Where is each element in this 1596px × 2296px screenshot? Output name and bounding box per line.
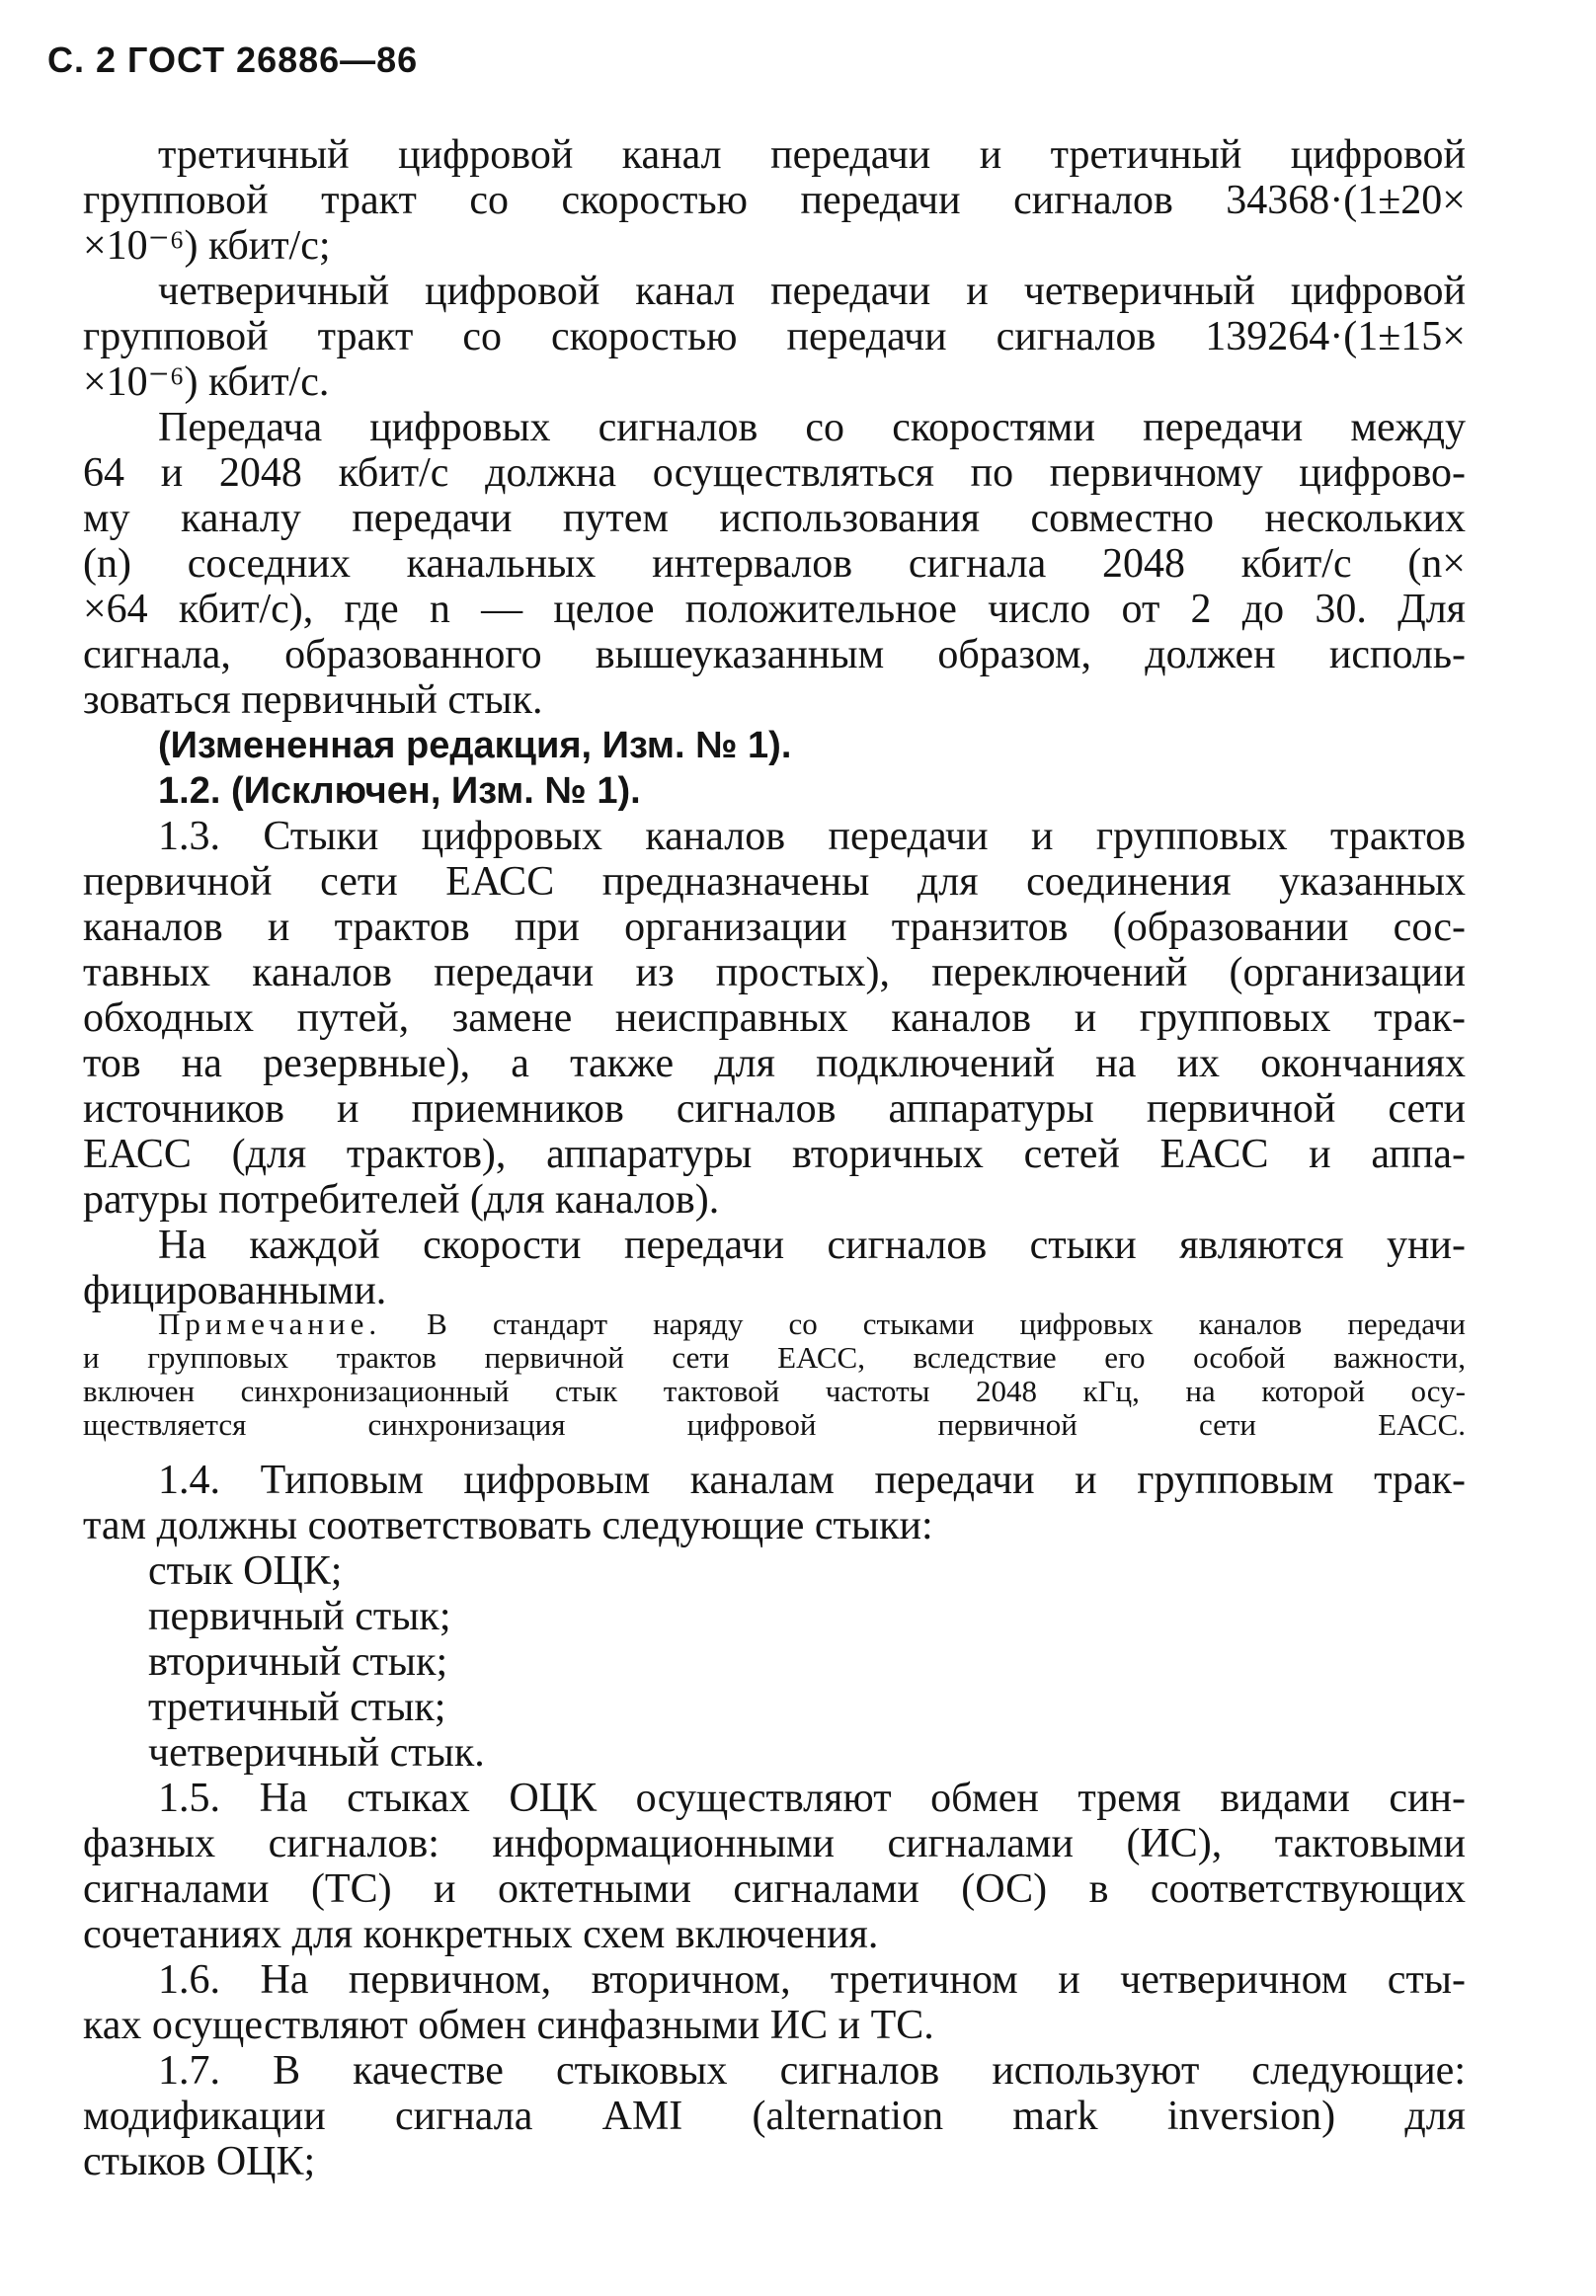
text-line: ратуры потребителей (для каналов). [83, 1177, 720, 1223]
text-line: четверичный цифровой канал передачи и четверичный цифровой [158, 269, 1466, 314]
text-line: модификации сигнала AMI (alternation mark inversion) для [83, 2094, 1466, 2139]
amendment-note: (Измененная редакция, Изм. № 1). [158, 725, 792, 766]
text-line: ×10⁻⁶) кбит/с; [83, 223, 331, 269]
text-line: тавных каналов передачи из простых), переключений (организации [83, 950, 1466, 995]
text-line: 1.6. На первичном, вторичном, третичном и четверичном сты- [158, 1957, 1466, 2003]
text-line: 1.7. В качестве стыковых сигналов используют следующие: [158, 2048, 1466, 2094]
text-line: ×10⁻⁶) кбит/с. [83, 359, 330, 405]
section-1-2: 1.2. (Исключен, Изм. № 1). [158, 770, 641, 812]
text-line: источников и приемников сигналов аппаратуры первичной сети [83, 1086, 1466, 1132]
text-line: ках осуществляют обмен синфазными ИС и ТС. [83, 2003, 934, 2048]
text-line: фицированными. [83, 1268, 387, 1313]
text-line: му каналу передачи путем использования совместно нескольких [83, 496, 1466, 541]
text-line: там должны соответствовать следующие стыки: [83, 1503, 933, 1548]
note-line: и групповых трактов первичной сети ЕАСС, вследствие его особой важности, [83, 1340, 1466, 1375]
note-line: ществляется синхронизация цифровой первичной сети ЕАСС. [83, 1407, 1466, 1442]
note-line: включен синхронизационный стык тактовой частоты 2048 кГц, на которой осу- [83, 1374, 1466, 1408]
text-line: ×64 кбит/с), где n — целое положительное число от 2 до 30. Для [83, 587, 1466, 632]
text-line: 1.5. На стыках ОЦК осуществляют обмен тремя видами син- [158, 1776, 1466, 1821]
list-item: первичный стык; [148, 1594, 451, 1639]
list-item: стык ОЦК; [148, 1548, 343, 1594]
text-line: сигналами (ТС) и октетными сигналами (ОС) в соответствующих [83, 1866, 1466, 1912]
text-line: каналов и трактов при организации транзитов (образовании сос- [83, 905, 1466, 950]
text-line: фазных сигналов: информационными сигналами (ИС), тактовыми [83, 1821, 1466, 1866]
text-line: На каждой скорости передачи сигналов стыки являются уни- [158, 1223, 1466, 1268]
note-label: Примечание. [158, 1306, 382, 1341]
text-line: сочетаниях для конкретных схем включения. [83, 1912, 879, 1957]
text-line: 64 и 2048 кбит/с должна осуществляться по первичному цифрово- [83, 450, 1466, 496]
list-item: вторичный стык; [148, 1639, 448, 1685]
list-item: четверичный стык. [148, 1730, 485, 1776]
list-item: третичный стык; [148, 1685, 446, 1730]
text-line: стыков ОЦК; [83, 2139, 316, 2184]
note-first-text: В стандарт наряду со стыками цифровых каналов передачи [427, 1306, 1467, 1341]
text-line: тов на резервные), а также для подключений на их окончаниях [83, 1041, 1466, 1086]
text-line: сигнала, образованного вышеуказанным образом, должен исполь- [83, 632, 1466, 677]
text-line: 1.4. Типовым цифровым каналам передачи и групповым трак- [158, 1458, 1466, 1503]
text-line: (n) соседних канальных интервалов сигнала 2048 кбит/с (n× [83, 541, 1466, 587]
text-line: первичной сети ЕАСС предназначены для соединения указанных [83, 859, 1466, 905]
text-line: 1.3. Стыки цифровых каналов передачи и групповых трактов [158, 814, 1466, 859]
text-line: групповой тракт со скоростью передачи сигналов 139264·(1±15× [83, 314, 1466, 359]
text-line: зоваться первичный стык. [83, 677, 543, 723]
text-line: ЕАСС (для трактов), аппаратуры вторичных сетей ЕАСС и аппа- [83, 1132, 1466, 1177]
text-line: третичный цифровой канал передачи и третичный цифровой [158, 132, 1466, 178]
page-header: С. 2 ГОСТ 26886—86 [47, 40, 419, 80]
text-line: Передача цифровых сигналов со скоростями передачи между [158, 405, 1466, 450]
note-first-line [158, 1307, 1466, 1341]
text-line: обходных путей, замене неисправных каналов и групповых трак- [83, 995, 1466, 1041]
text-line: групповой тракт со скоростью передачи сигналов 34368·(1±20× [83, 178, 1466, 223]
